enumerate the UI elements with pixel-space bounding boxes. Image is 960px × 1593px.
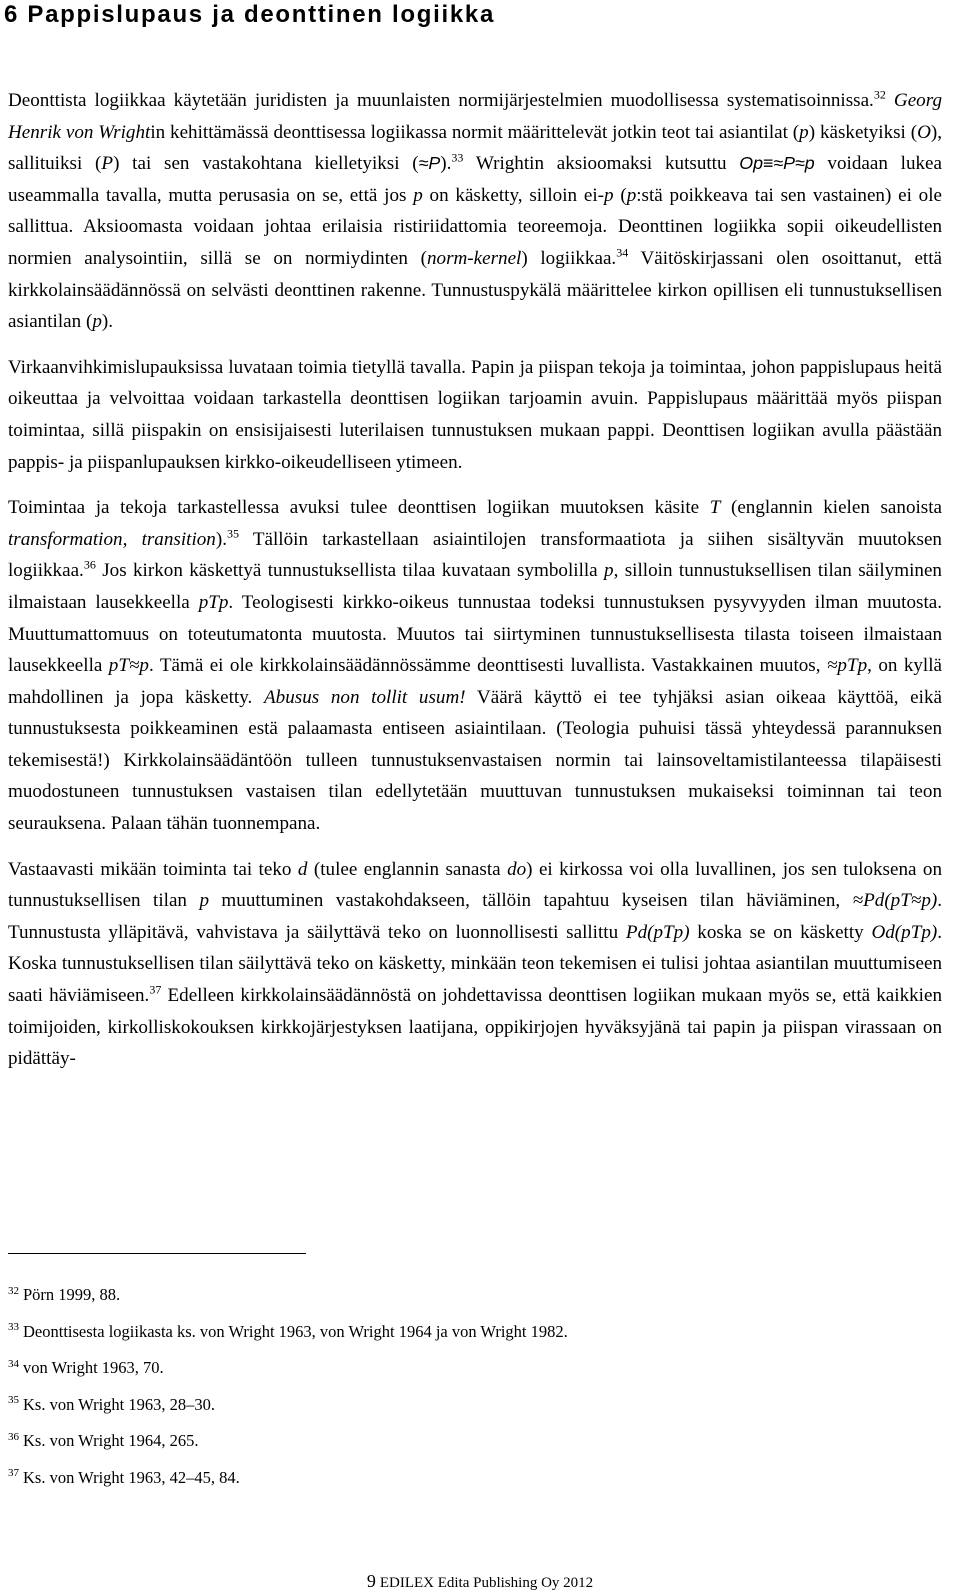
page-footer xyxy=(0,1571,960,1592)
expression-2: Pd(pTp) xyxy=(625,921,690,943)
footnote-ref-35[interactable]: 35 xyxy=(226,526,239,541)
expression-3: Od(pTp) xyxy=(871,921,938,943)
text-run: on käsketty, silloin ei- xyxy=(422,184,604,206)
text-run: muuttuminen vastakohdakseen, tällöin tapahtuu kyseisen tilan häviäminen, xyxy=(208,890,853,912)
symbol-p: p xyxy=(199,890,209,912)
paragraph-2: Virkaanvihkimislupauksissa luvataan toimia tietyllä tavalla. Papin ja piispan tekoja ja toimintaa, johon pappislupaus heitä oikeuttaa ja velvoittaa voidaan tarkastella deonttisen logiikan tarjoamin avuin. Pappislupaus määrittää myös piispan toimintaa, sillä piispakin on ensisijaisesti luterilaisen tunnustuksen mukaan pappi. Deonttisen logiikan avulla päästään pappis- ja piispanlupauksen kirkko-oikeudelliseen ytimeen. xyxy=(8,356,942,473)
publisher-credit: EDILEX Edita Publishing Oy 2012 xyxy=(379,1575,594,1591)
footnote-number: 34 xyxy=(8,1357,19,1370)
paragraph-4 xyxy=(8,854,942,1075)
expression-1: ≈Pd(pT≈p) xyxy=(852,890,938,912)
text-run: , silloin tunnustuksellisen tilan säilyminen ilmaistaan lausekkeella xyxy=(8,560,942,613)
text-run: ) logiikkaa. xyxy=(521,247,617,269)
symbol-T: T xyxy=(709,497,721,519)
footnote-36 xyxy=(8,1423,908,1460)
footnote-35 xyxy=(8,1387,908,1424)
text-run: Wrightin aksioomaksi kutsuttu xyxy=(463,153,740,175)
footnote-text: Deonttisesta logiikasta ks. von Wright 1963, von Wright 1964 ja von Wright 1982. xyxy=(23,1321,568,1341)
footnote-32 xyxy=(8,1277,908,1314)
text-run: Toimintaa ja tekoja tarkastellessa avuksi tulee deonttisen logiikan muutoksen käsite xyxy=(8,497,710,519)
footnote-34 xyxy=(8,1350,908,1387)
paragraph-1 xyxy=(8,85,942,338)
symbol-d: d xyxy=(297,858,308,880)
symbol-O: O xyxy=(917,121,931,143)
text-run: . Koska tunnustuksellisen tilan säilyttävä teko on käsketty, minkään teon tekemisen ei tulisi johtaa asiantilan muuttumiseen saati häviämiseen. xyxy=(8,921,943,1007)
footnote-33 xyxy=(8,1314,908,1351)
symbol-p: p xyxy=(626,184,637,206)
text-run: koska se on käsketty xyxy=(689,921,872,943)
footnote-ref-37[interactable]: 37 xyxy=(149,982,162,997)
text-run: Tällöin tarkastellaan asiaintilojen transformaatiota ja siihen sisältyvän muutoksen logiikkaa. xyxy=(8,528,942,582)
footnote-number: 36 xyxy=(8,1430,19,1443)
symbol-p: p xyxy=(413,184,423,206)
footnote-ref-33[interactable]: 33 xyxy=(451,150,464,165)
footnote-number: 37 xyxy=(8,1467,19,1480)
english-terms: transformation, transition xyxy=(8,528,216,550)
page-number: 9 xyxy=(366,1571,376,1591)
footnote-text: von Wright 1963, 70. xyxy=(23,1358,164,1378)
text-run: Deonttista logiikkaa käytetään juridisten ja muunlaisten normijärjestelmien muodollisessa systematisoinnissa. xyxy=(8,90,874,111)
text-run: ). xyxy=(215,528,227,550)
text-run: Edelleen kirkkolainsäädännöstä on johdettavissa deonttisen logiikan mukaan myös se, että kaikkien toimijoiden, kirkolliskokouksen kirkkojärjestyksen laatijana, oppikirjojen hyväksyjänä tai papin ja piispan virassaan on pidättäy- xyxy=(8,985,943,1070)
text-run: , on kyllä mahdollinen ja jopa käsketty. xyxy=(8,655,943,708)
symbol-not-P: ≈P xyxy=(418,153,441,174)
footnote-ref-36[interactable]: 36 xyxy=(83,557,96,572)
text-run: ( xyxy=(613,184,627,206)
text-run: in kehittämässä deonttisessa logiikassa normit määrittelevät jotkin teot tai asiantilat ( xyxy=(150,121,800,143)
symbol-p: p xyxy=(799,121,809,143)
footnote-text: Ks. von Wright 1963, 28–30. xyxy=(23,1394,215,1414)
english-word-do: do xyxy=(507,858,527,880)
text-run: ). xyxy=(440,153,452,175)
text-run: . Teologisesti kirkko-oikeus tunnustaa todeksi tunnustuksen pysyvyyden ilman muutosta. Muuttumattomuus on toteutumatonta muutosta. Muutos tai siirtyminen tunnustuksellisesta tilasta toiseen ilmaistaan lausekkeella xyxy=(8,591,942,677)
axiom-formula: Op≡≈P≈p xyxy=(739,153,815,174)
text-run xyxy=(886,90,894,111)
text-run: Jos kirkon käskettyä tunnustuksellista tilaa kuvataan symbolilla xyxy=(95,560,605,582)
text-run: (englannin kielen sanoista xyxy=(720,497,943,519)
body-text xyxy=(8,85,942,1075)
expression-not-pTp: ≈pTp xyxy=(826,655,868,677)
symbol-P: P xyxy=(101,153,114,175)
paragraph-3 xyxy=(8,492,942,840)
symbol-p: p xyxy=(92,311,102,333)
text-run: ) käsketyiksi ( xyxy=(808,121,918,143)
text-run: ). xyxy=(101,311,113,333)
footnotes xyxy=(8,1277,908,1497)
footnote-ref-34[interactable]: 34 xyxy=(616,245,629,260)
text-run: :stä poikkeava tai sen vastainen) ei ole sallittua. Aksioomasta voidaan johtaa erilaisia ristiriidattomia teoreemoja. Deonttinen logiikka sopii oikeudellisten normien analysointiin, sillä se on normiydinten ( xyxy=(8,184,942,269)
symbol-p: p xyxy=(604,560,614,582)
text-run: ) tai sen vastakohtana kielletyiksi ( xyxy=(113,153,419,175)
text-run: (tulee englannin sanasta xyxy=(307,858,508,880)
text-run: . Tämä ei ole kirkkolainsäädännössämme deonttisesti luvallista. Vastakkainen muutos, xyxy=(148,655,827,677)
text-run: voidaan lukea useammalla tavalla, mutta perusasia on se, että jos xyxy=(8,153,942,206)
text-run: Vastaavasti mikään toiminta tai teko xyxy=(8,858,298,880)
text-run: ) ei kirkossa voi olla luvallinen, jos sen tuloksena on tunnustuksellisen tilan xyxy=(8,858,943,912)
footnote-text: Ks. von Wright 1963, 42–45, 84. xyxy=(23,1467,240,1487)
expression-pTp: pTp xyxy=(198,591,229,613)
footnote-number: 33 xyxy=(8,1321,19,1334)
latin-maxim: Abusus non tollit usum! xyxy=(264,686,466,708)
footnote-separator xyxy=(8,1253,306,1254)
text-run: . Tunnustusta ylläpitävä, vahvistava ja säilyttävä teko on luonnollisesti sallittu xyxy=(8,890,943,943)
symbol-p: p xyxy=(604,184,614,206)
text-run: ), sallituiksi ( xyxy=(8,121,943,175)
footnote-number: 32 xyxy=(8,1284,19,1297)
norm-kernel-term: norm-kernel xyxy=(426,247,522,269)
section-heading: 6 Pappislupaus ja deonttinen logiikka xyxy=(4,1,495,28)
text-run: Väärä käyttö ei tee tyhjäksi asian oikeaa käyttöä, eikä tunnustuksesta poikkeaminen estä palaamasta entiseen asiaintilaan. (Teologia puhuisi tässä yhteydessä parannuksen tekemisestä!) Kirkkolainsäädäntöön tulleen tunnustuksenvastaisen normin tai lainsoveltamistilanteessa tilapäisesti muodostuneen tunnustuksen vastaisen tilan edellytetään muuttuvan tunnustuksen mukaiseksi toiminnan tai teon seurauksena. Palaan tähän tuonnempana. xyxy=(8,686,942,835)
footnote-text: Ks. von Wright 1964, 265. xyxy=(23,1431,199,1451)
expression-pT-not-p: pT≈p xyxy=(108,655,149,677)
footnote-37 xyxy=(8,1460,908,1497)
footnote-number: 35 xyxy=(8,1394,19,1407)
text-run: Väitöskirjassani olen osoittanut, että kirkkolainsäädännössä on selvästi deonttinen rakenne. Tunnustuspykälä määrittelee kirkon opillisen eli tunnustuksellisen asiantilan ( xyxy=(8,247,943,333)
author-name: Georg Henrik von Wright xyxy=(8,90,942,143)
footnote-text: Pörn 1999, 88. xyxy=(23,1285,121,1304)
footnote-ref-32[interactable]: 32 xyxy=(873,87,886,102)
